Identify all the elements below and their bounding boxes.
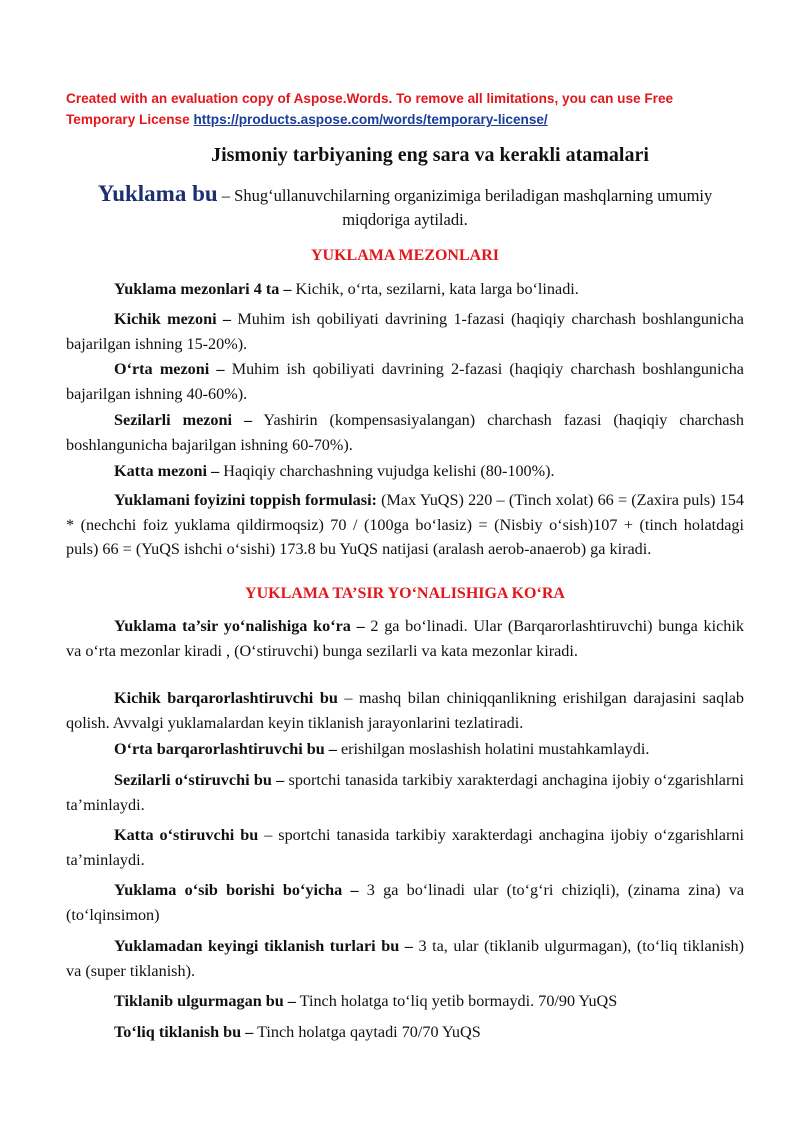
paragraph: [66, 307, 744, 356]
paragraph: [66, 1020, 744, 1045]
paragraph-text: 3 ta, ular (tiklanib ulgurmagan), (to‘liq tiklanish) va (super tiklanish).: [66, 937, 744, 980]
paragraph: [66, 408, 744, 457]
paragraph-lead: Katta mezoni –: [114, 462, 220, 480]
section-heading-direction: YUKLAMA TA’SIR YO‘NALISHIGA KO‘RA: [245, 585, 565, 602]
document-title: Jismoniy tarbiyaning eng sara va kerakli atamalari: [211, 144, 649, 166]
paragraph: [66, 737, 744, 762]
paragraph-lead: O‘rta barqarorlashtiruvchi bu –: [114, 740, 337, 758]
paragraph-lead: Yuklama o‘sib borishi bo‘yicha –: [114, 881, 359, 899]
paragraph-text: (Max YuQS) 220 – (Tinch xolat) 66 = (Zaxira puls) 154 * (nechchi foiz yuklama qildirmoqsiz) 70 / (100ga bo‘lasiz) = (Nisbiy o‘sish)107 + (tinch holatdagi puls) 66 = (YuQS ishchi o‘sishi) 173.8 bu YuQS natijasi (aralash aerob-anaerob) ga kiradi.: [66, 491, 744, 558]
paragraph-lead: To‘liq tiklanish bu –: [114, 1023, 254, 1041]
evaluation-notice-text: Created with an evaluation copy of Aspose.Words. To remove all limitations, you can use Free Temporary License: [66, 91, 674, 127]
paragraph-lead: O‘rta mezoni –: [114, 360, 225, 378]
paragraph: [66, 768, 744, 817]
paragraph-lead: Yuklamadan keyingi tiklanish turlari bu –: [114, 937, 413, 955]
paragraph-text: – sportchi tanasida tarkibiy xarakterdagi anchagina ijobiy o‘zgarishlarni ta’minlaydi.: [66, 826, 744, 869]
paragraph: [66, 277, 744, 302]
paragraph-text: Haqiqiy charchashning vujudga kelishi (80-100%).: [219, 462, 555, 480]
paragraph-lead: Tiklanib ulgurmagan bu –: [114, 992, 296, 1010]
paragraph: [66, 934, 744, 983]
paragraph-text: Muhim ish qobiliyati davrining 1-fazasi (haqiqiy charchash boshlangunicha bajarilgan ishning 15-20%).: [66, 310, 744, 353]
paragraph-lead: Sezilarli o‘stiruvchi bu –: [114, 771, 285, 789]
paragraph: [66, 686, 744, 735]
paragraph-lead: Sezilarli mezoni –: [114, 411, 253, 429]
paragraph: [66, 357, 744, 406]
paragraph: [66, 488, 744, 562]
paragraph: [66, 823, 744, 872]
paragraph-text: erishilgan moslashish holatini mustahkamlaydi.: [336, 740, 650, 758]
paragraph-lead: Yuklamani foyizini toppish formulasi:: [114, 491, 377, 509]
license-link[interactable]: https://products.aspose.com/words/temporary-license/: [193, 112, 548, 127]
paragraph-text: sportchi tanasida tarkibiy xarakterdagi anchagina ijobiy o‘zgarishlarni ta’minlaydi.: [66, 771, 744, 814]
paragraph-text: Kichik, o‘rta, sezilarni, kata larga bo‘linadi.: [291, 280, 579, 298]
paragraph: [66, 459, 744, 484]
paragraph: [66, 989, 744, 1014]
paragraph-lead: Kichik mezoni –: [114, 310, 232, 328]
paragraph-text: Yashirin (kompensasiyalangan) charchash fazasi (haqiqiy charchash boshlangunicha bajarilgan ishning 60-70%).: [66, 411, 744, 454]
paragraph-text: 3 ga bo‘linadi ular (to‘g‘ri chiziqli), (zinama zina) va (to‘lqinsimon): [66, 881, 745, 924]
section-heading-criteria: YUKLAMA MEZONLARI: [310, 247, 499, 264]
paragraph: [66, 878, 744, 927]
paragraph-lead: Yuklama mezonlari 4 ta –: [114, 280, 292, 298]
paragraph-text: – mashq bilan chiniqqanlikning erishilgan darajasini saqlab qolish. Avvalgi yuklamalardan keyin tiklanish jarayonlarini tezlatiradi.: [66, 689, 744, 732]
definition-term: Yuklama bu: [97, 181, 218, 206]
paragraph-text: Tinch holatga qaytadi 70/70 YuQS: [253, 1023, 481, 1041]
paragraph-lead: Katta o‘stiruvchi bu: [114, 826, 259, 844]
evaluation-notice: [66, 88, 746, 130]
paragraph-text: 2 ga bo‘linadi. Ular (Barqarorlashtiruvchi) bunga kichik va o‘rta mezonlar kiradi , (O‘stiruvchi) bunga sezilarli va kata mezonlar kiradi.: [66, 617, 744, 660]
paragraph-text: Muhim ish qobiliyati davrining 2-fazasi (haqiqiy charchash boshlangunicha bajarilgan ishning 40-60%).: [66, 360, 744, 403]
paragraph-lead: Kichik barqarorlashtiruvchi bu: [114, 689, 338, 707]
definition-paragraph: [66, 182, 744, 232]
definition-text: – Shug‘ullanuvchilarning organizimiga beriladigan mashqlarning umumiy miqdoriga aytiladi.: [217, 186, 713, 229]
paragraph-lead: Yuklama ta’sir yo‘nalishiga ko‘ra –: [114, 617, 365, 635]
paragraph: [66, 614, 744, 663]
paragraph-text: Tinch holatga to‘liq yetib bormaydi. 70/90 YuQS: [295, 992, 618, 1010]
